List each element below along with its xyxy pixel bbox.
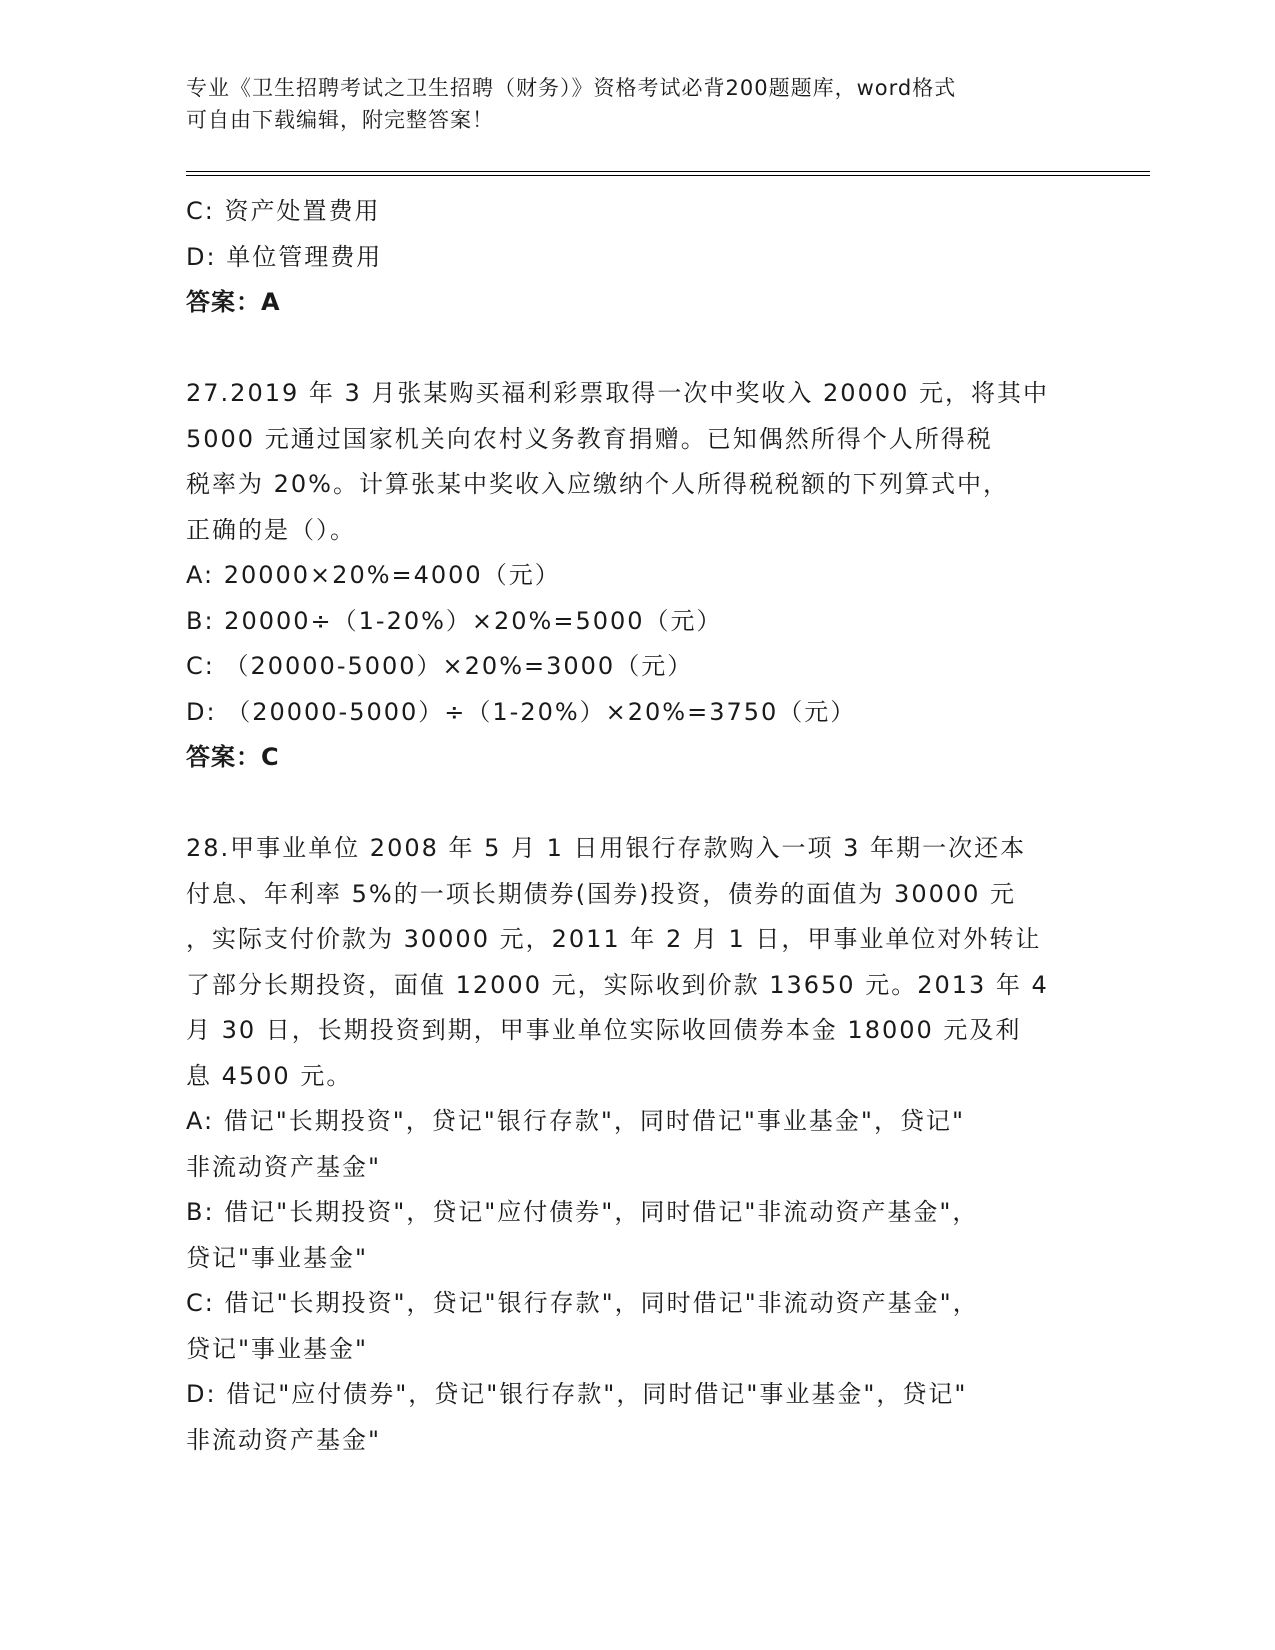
header-title-line-2: 可自由下载编辑，附完整答案！ [186,108,494,132]
q26-answer: 答案：A [186,288,281,316]
q28-stem-line: 息 4500 元。 [186,1061,353,1090]
q28-stem-line: 了部分长期投资，面值 12000 元，实际收到价款 13650 元。2013 年 4 [186,970,1049,999]
spacer [186,781,1086,827]
q28-option-d-cont: 非流动资产基金" [186,1425,382,1454]
q28-option-c-cont: 贷记"事业基金" [186,1334,369,1363]
q28-option-a-cont: 非流动资产基金" [186,1152,382,1181]
header-title-line-1: 专业《卫生招聘考试之卫生招聘（财务）》资格考试必背200题题库，word格式 [186,76,957,100]
q28-option-b-cont: 贷记"事业基金" [186,1243,369,1272]
q27-answer: 答案：C [186,743,280,771]
header-divider-top [186,171,1150,172]
q28-stem-line: ，实际支付价款为 30000 元，2011 年 2 月 1 日，甲事业单位对外转让 [186,925,1042,953]
q28-stem-line: 付息、年利率 5%的一项长期债券(国券)投资，债券的面值为 30000 元 [186,879,1017,908]
q28-option-d: D: 借记"应付债券"，贷记"银行存款"，同时借记"事业基金"，贷记" [186,1380,968,1408]
document-body [186,189,1086,1463]
q26-option-d: D: 单位管理费用 [186,242,383,271]
q28-option-a: A: 借记"长期投资"，贷记"银行存款"，同时借记"事业基金"，贷记" [186,1107,965,1135]
q27-stem-line: 27.2019 年 3 月张某购买福利彩票取得一次中奖收入 20000 元，将其中 [186,379,1050,407]
q27-stem-line: 正确的是（）。 [186,515,356,544]
header-divider-bottom [186,175,1150,176]
q27-stem-line: 5000 元通过国家机关向农村义务教育捐赠。已知偶然所得个人所得税 [186,424,993,453]
q26-option-c: C: 资产处置费用 [186,197,381,225]
q27-option-d: D: （20000-5000）÷（1-20%）×20%=3750（元） [186,697,857,726]
q27-option-c: C: （20000-5000）×20%=3000（元） [186,652,694,680]
q28-option-c: C: 借记"长期投资"，贷记"银行存款"，同时借记"非流动资产基金"， [186,1289,979,1317]
q27-option-b: B: 20000÷（1-20%）×20%=5000（元） [186,606,723,635]
q28-option-b: B: 借记"长期投资"，贷记"应付债券"，同时借记"非流动资产基金"， [186,1198,979,1226]
spacer [186,326,1086,372]
q28-stem-line: 28.甲事业单位 2008 年 5 月 1 日用银行存款购入一项 3 年期一次还本 [186,834,1027,862]
q27-option-a: A: 20000×20%=4000（元） [186,561,561,589]
q28-stem-line: 月 30 日，长期投资到期，甲事业单位实际收回债券本金 18000 元及利 [186,1016,1022,1044]
q27-stem-line: 税率为 20%。计算张某中奖收入应缴纳个人所得税税额的下列算式中， [186,470,1009,498]
page-header [186,72,1086,136]
